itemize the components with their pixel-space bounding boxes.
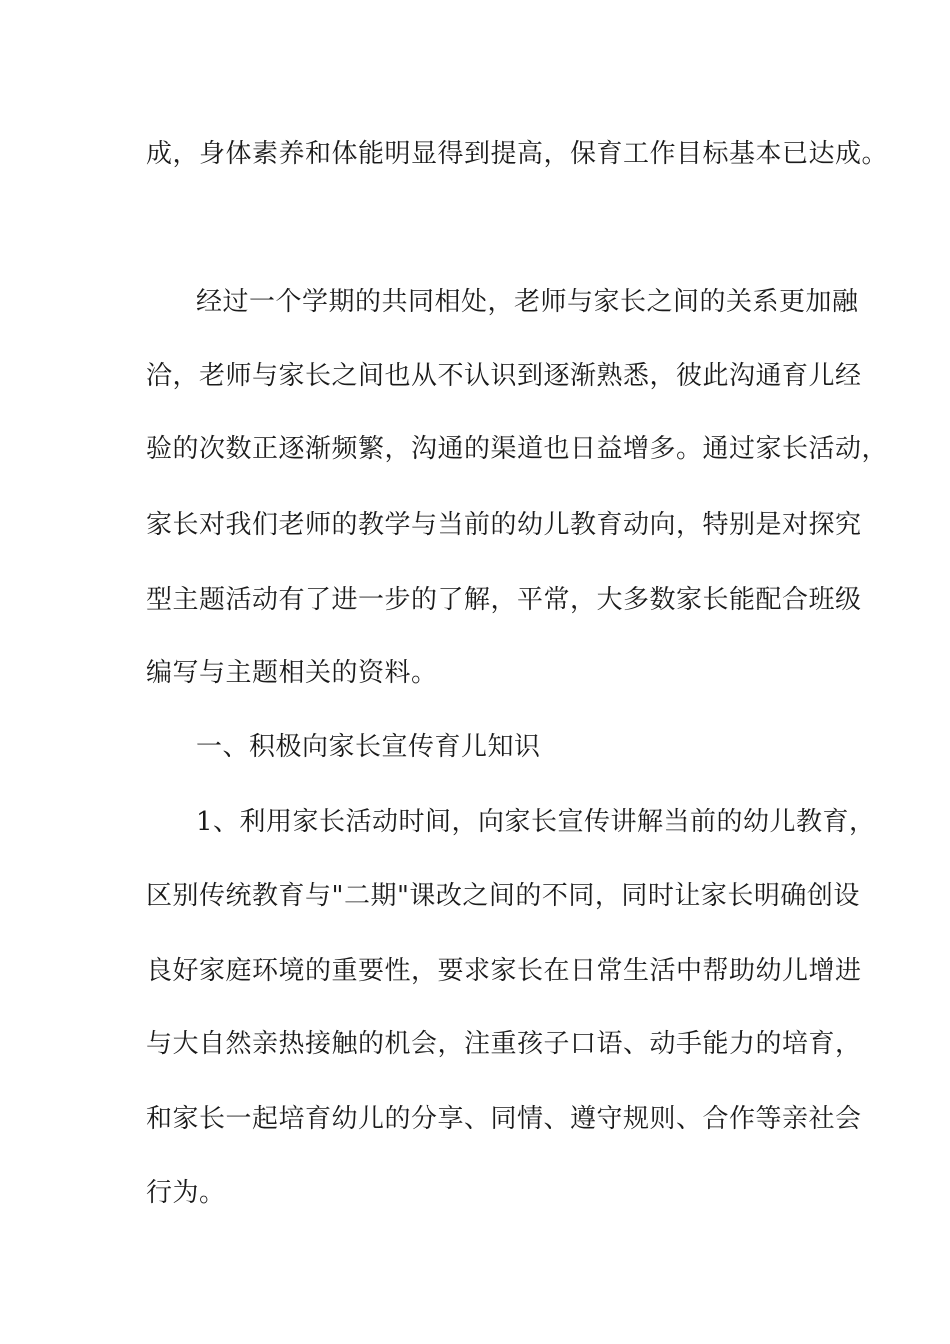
paragraph-2-line-1: 经过一个学期的共同相处，老师与家长之间的关系更加融 xyxy=(196,287,859,317)
paragraph-3-line-2: 区别传统教育与"二期"课改之间的不同，同时让家长明确创设 xyxy=(146,881,860,911)
paragraph-2-line-2: 洽，老师与家长之间也从不认识到逐渐熟悉，彼此沟通育儿经 xyxy=(146,361,862,391)
paragraph-3-line-3: 良好家庭环境的重要性，要求家长在日常生活中帮助幼儿增进 xyxy=(146,956,862,986)
paragraph-3-line-4: 与大自然亲热接触的机会，注重孩子口语、动手能力的培育， xyxy=(146,1029,862,1059)
paragraph-2-line-4: 家长对我们老师的教学与当前的幼儿教育动向，特别是对探究 xyxy=(146,510,862,540)
paragraph-3-line-5: 和家长一起培育幼儿的分享、同情、遵守规则、合作等亲社会 xyxy=(146,1104,862,1134)
paragraph-2-line-5: 型主题活动有了进一步的了解，平常，大多数家长能配合班级 xyxy=(146,585,862,615)
paragraph-2-line-6: 编写与主题相关的资料。 xyxy=(146,658,438,688)
paragraph-2-line-3: 验的次数正逐渐频繁，沟通的渠道也日益增多。通过家长活动， xyxy=(146,434,889,464)
paragraph-3-line-6: 行为。 xyxy=(146,1178,226,1208)
section-heading-1: 一、积极向家长宣传育儿知识 xyxy=(196,732,541,762)
paragraph-3-line-1: 1、利用家长活动时间，向家长宣传讲解当前的幼儿教育， xyxy=(196,807,876,837)
paragraph-1-line-1: 成，身体素养和体能明显得到提高，保育工作目标基本已达成。 xyxy=(146,139,889,169)
